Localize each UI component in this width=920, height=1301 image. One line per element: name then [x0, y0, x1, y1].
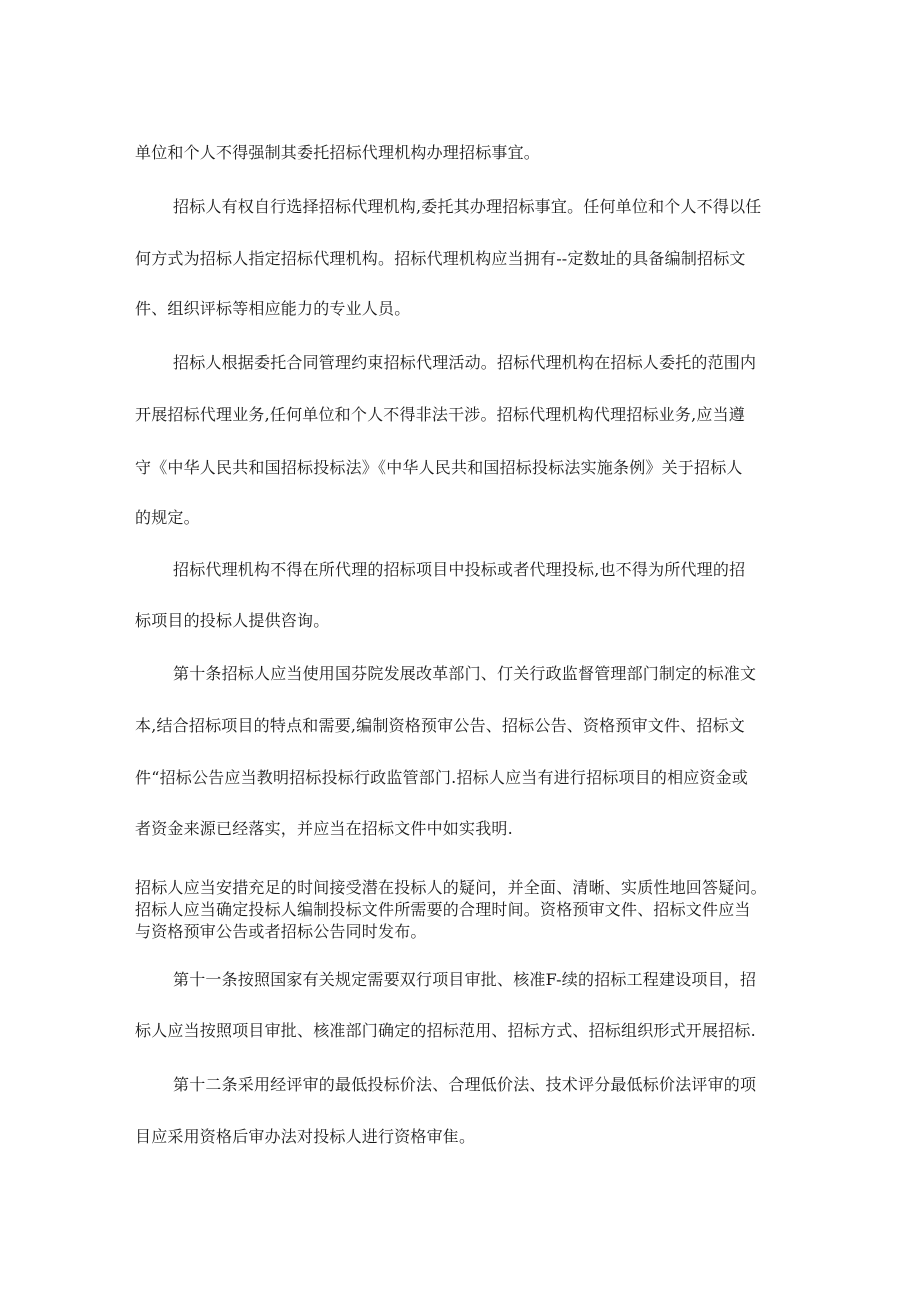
text-line-14: 者资金来源已经落实，并应当在招标文件中如实我明.: [135, 819, 513, 838]
text-line-12: 本,结合招标项目的特点和需要,编制资格预审公告、招标公告、资格预审文件、招标文: [135, 716, 745, 735]
text-line-17: 与资格预审公告或者招标公告同时发布。: [135, 922, 427, 941]
text-line-1: 单位和个人不得强制其委托招标代理机构办理招标事宜。: [135, 143, 541, 162]
text-line-10: 标项目的投标人提供咨询。: [135, 611, 330, 630]
text-line-7: 守《中华人民共和国招标投标法》《中华人民共和国招标投标法实施条例》关于招标人: [135, 458, 743, 477]
text-line-18: 第十一条按照国家有关规定需要双行项目审批、核准F-续的招标工程建设项目，招: [173, 970, 757, 989]
text-line-11: 第十条招标人应当使用国芬院发展改革部门、仃关行政监督管理部门制定的标准文: [173, 664, 757, 683]
text-line-9: 招标代理机构不得在所代理的招标项目中投标或者代理投标,也不得为所代理的招: [173, 560, 746, 579]
text-line-2: 招标人有权自行选择招标代理机构,委托其办理招标事宜。任何单位和个人不得以任: [173, 197, 762, 216]
text-line-20: 第十二条采用经评审的最低投标价法、合理低价法、技术评分最低标价法评审的项: [173, 1075, 757, 1094]
text-line-4: 件、组织评标等相应能力的专业人员。: [135, 299, 411, 318]
text-line-5: 招标人根据委托合同管理约束招标代理活动。招标代理机构在招标人委托的范围内: [173, 353, 757, 372]
text-line-21: 目应采用资格后审办法对投标人进行资格审隹。: [135, 1127, 476, 1146]
text-line-6: 开展招标代理业务,任何单位和个人不得非法干涉。招标代理机构代理招标业务,应当遵: [135, 405, 745, 424]
text-line-13: 件“招标公告应当教明招标投标行政监管部门.招标人应当有进行招标项目的相应资金或: [135, 768, 749, 787]
text-line-8: 的规定。: [135, 508, 200, 527]
text-line-16: 招标人应当确定投标人编制投标文件所需要的合理时间。资格预审文件、招标文件应当: [135, 900, 751, 919]
text-line-3: 何方式为招标人指定招标代理机构。招标代理机构应当拥有--定数址的具备编制招标文: [135, 249, 746, 268]
text-line-19: 标人应当按照项目审批、核准部门确定的招标范用、招标方式、招标组织形式开展招标.: [135, 1021, 756, 1040]
text-line-15: 招标人应当安措充足的时间接受潜在投标人的疑问，并全面、清晰、实质性地回答疑问。: [135, 878, 767, 897]
